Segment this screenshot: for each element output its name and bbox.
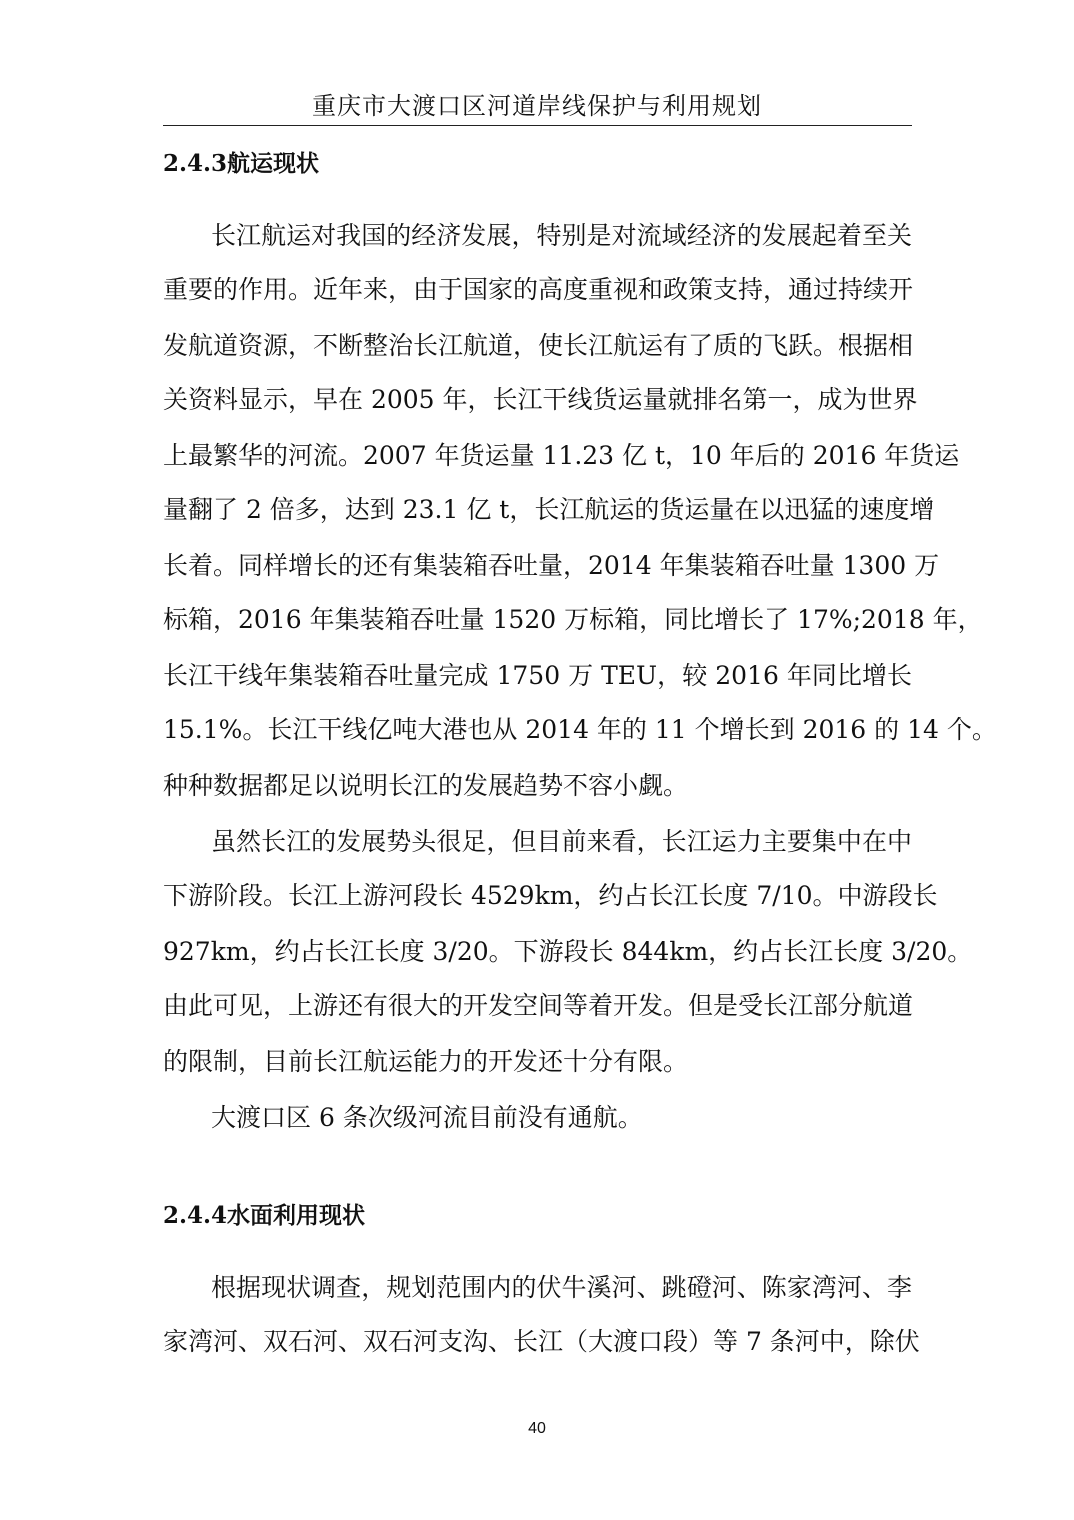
section-heading-2-4-4: 2.4.4水面利用现状	[163, 1202, 366, 1229]
page-number: 40	[528, 1420, 546, 1437]
paragraph-line: 大渡口区 6 条次级河流目前没有通航。	[211, 1103, 643, 1132]
paragraph-line: 虽然长江的发展势头很足，但目前来看，长江运力主要集中在中	[211, 827, 912, 856]
paragraph-line: 927km，约占长江长度 3/20。下游段长 844km，约占长江长度 3/20。	[163, 937, 973, 966]
paragraph-line: 15.1%。长江干线亿吨大港也从 2014 年的 11 个增长到 2016 的 14 个。	[163, 715, 997, 744]
section-heading-2-4-3: 2.4.3航运现状	[163, 150, 320, 177]
paragraph-line: 下游阶段。长江上游河段长 4529km，约占长江长度 7/10。中游段长	[163, 881, 938, 910]
paragraph-line: 长着。同样增长的还有集装箱吞吐量，2014 年集装箱吞吐量 1300 万	[163, 551, 940, 580]
paragraph-line: 标箱，2016 年集装箱吞吐量 1520 万标箱，同比增长了 17%;2018 年，	[163, 605, 983, 634]
paragraph-line: 根据现状调查，规划范围内的伏牛溪河、跳磴河、陈家湾河、李	[211, 1273, 912, 1302]
paragraph-line: 的限制，目前长江航运能力的开发还十分有限。	[163, 1047, 689, 1076]
paragraph-line: 关资料显示，早在 2005 年，长江干线货运量就排名第一，成为世界	[163, 385, 918, 414]
paragraph-line: 上最繁华的河流。2007 年货运量 11.23 亿 t，10 年后的 2016 年货运	[163, 441, 960, 470]
paragraph-line: 长江干线年集装箱吞吐量完成 1750 万 TEU，较 2016 年同比增长	[163, 661, 912, 690]
paragraph-line: 由此可见，上游还有很大的开发空间等着开发。但是受长江部分航道	[163, 991, 914, 1020]
paragraph-line: 量翻了 2 倍多，达到 23.1 亿 t，长江航运的货运量在以迅猛的速度增	[163, 495, 935, 524]
header-divider	[163, 125, 912, 126]
paragraph-line: 种种数据都足以说明长江的发展趋势不容小觑。	[163, 771, 689, 800]
paragraph-line: 家湾河、双石河、双石河支沟、长江（大渡口段）等 7 条河中，除伏	[163, 1327, 920, 1356]
page-header-title: 重庆市大渡口区河道岸线保护与利用规划	[312, 92, 762, 120]
paragraph-line: 长江航运对我国的经济发展，特别是对流域经济的发展起着至关	[211, 221, 912, 250]
paragraph-line: 发航道资源，不断整治长江航道，使长江航运有了质的飞跃。根据相	[163, 331, 914, 360]
paragraph-line: 重要的作用。近年来，由于国家的高度重视和政策支持，通过持续开	[163, 275, 914, 304]
